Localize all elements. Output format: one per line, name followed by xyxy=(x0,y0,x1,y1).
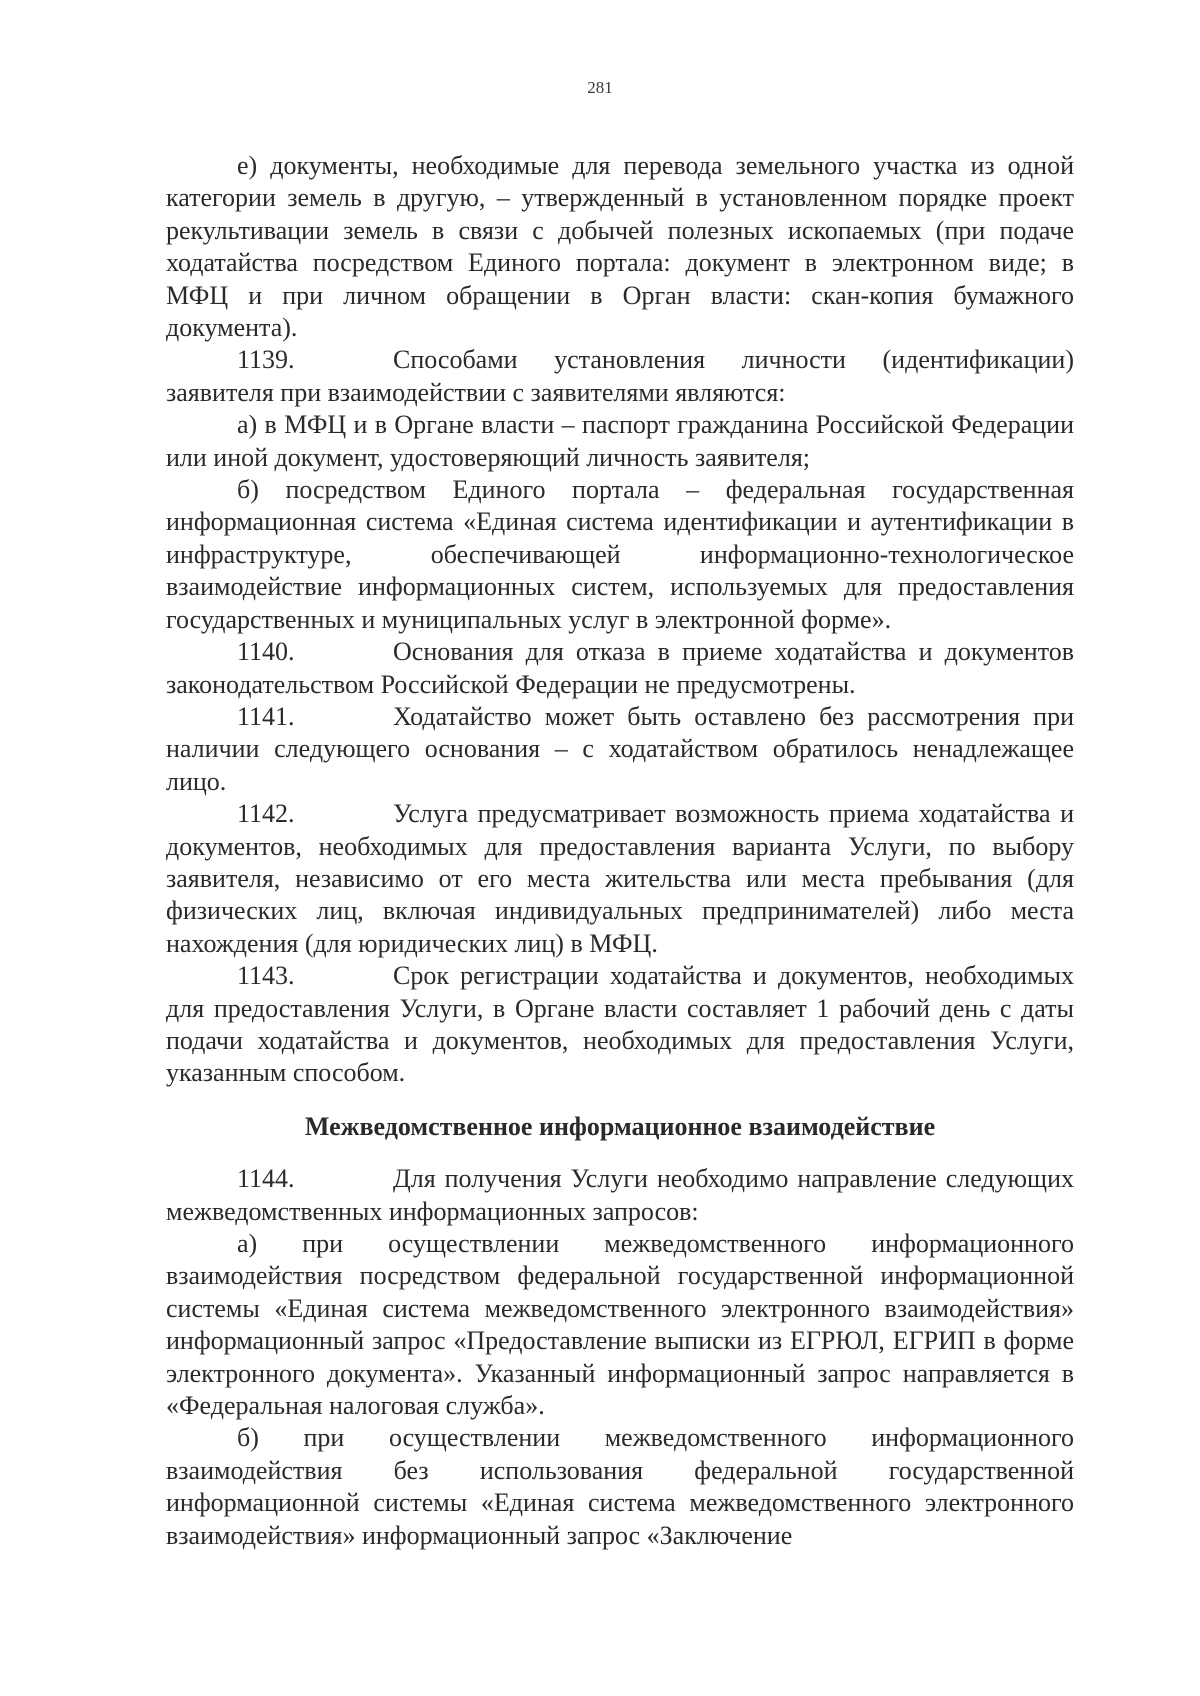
paragraph-1141 xyxy=(166,701,1074,798)
paragraph-text: Срок регистрации ходатайства и документов, необходимых для предоставления Услуги, в Органе власти составляет 1 рабочий день с даты подачи ходатайства и документов, необходимых для предоставления Услуги, указанным способом. xyxy=(166,961,1074,1088)
section-heading: Межведомственное информационное взаимодействие xyxy=(304,1111,936,1141)
paragraph-text: Услуга предусматривает возможность приема ходатайства и документов, необходимых для предоставления варианта Услуги, по выбору заявителя, независимо от его места жительства или места пребывания (для физических лиц, включая индивидуальных предпринимателей) либо места нахождения (для юридических лиц) в МФЦ. xyxy=(166,799,1074,958)
paragraph-text: Для получения Услуги необходимо направление следующих межведомственных информационных запросов: xyxy=(166,1164,1074,1226)
paragraph-number: 1139. xyxy=(237,345,295,375)
paragraph-b-portal xyxy=(166,474,1074,636)
paragraph-text: б) при осуществлении межведомственного информационного взаимодействия без использования федеральной государственной информационной системы «Единая система межведомственного электронного взаимодействия» информационный запрос «Заключение xyxy=(166,1423,1074,1550)
paragraph-a-mfc xyxy=(166,409,1074,474)
paragraph-number: 1143. xyxy=(237,961,295,991)
paragraph-1143 xyxy=(166,960,1074,1090)
paragraph-b-no-smev xyxy=(166,1422,1074,1552)
paragraph-1139 xyxy=(166,344,1074,409)
page-number: 281 xyxy=(587,78,613,97)
paragraph-text: а) при осуществлении межведомственного информационного взаимодействия посредством федеральной государственной информационной системы «Единая система межведомственного электронного взаимодействия» информационный запрос «Предоставление выписки из ЕГРЮЛ, ЕГРИП в форме электронного документа». Указанный информационный запрос направляется в «Федеральная налоговая служба». xyxy=(166,1229,1074,1421)
paragraph-text: Основания для отказа в приеме ходатайства и документов законодательством Российской Федерации не предусмотрены. xyxy=(166,637,1074,699)
paragraph-number: 1144. xyxy=(237,1164,295,1194)
paragraph-1144 xyxy=(166,1163,1074,1228)
paragraph-text: б) посредством Единого портала – федеральная государственная информационная система «Единая система идентификации и аутентификации в инфраструктуре, обеспечивающей информационно-технологическое взаимодействие информационных систем, используемых для предоставления государственных и муниципальных услуг в электронной форме». xyxy=(166,475,1074,634)
paragraph-text: Способами установления личности (идентификации) заявителя при взаимодействии с заявителями являются: xyxy=(166,345,1074,407)
paragraph-text: Ходатайство может быть оставлено без рассмотрения при наличии следующего основания – с ходатайством обратилось ненадлежащее лицо. xyxy=(166,701,1074,796)
paragraph-text: е) документы, необходимые для перевода земельного участка из одной категории земель в другую, – утвержденный в установленном порядке проект рекультивации земель в связи с добычей полезных ископаемых (при подаче ходатайства посредством Единого портала: документ в электронном виде; в МФЦ и при личном обращении в Орган власти: скан-копия бумажного документа). xyxy=(166,151,1074,343)
paragraph-e-documents xyxy=(166,150,1074,344)
paragraph-number: 1140. xyxy=(237,637,295,667)
paragraph-number: 1141. xyxy=(237,701,295,731)
document-body xyxy=(166,150,1074,1552)
paragraph-number: 1142. xyxy=(237,799,295,829)
paragraph-1140 xyxy=(166,636,1074,701)
paragraph-a-smev xyxy=(166,1228,1074,1422)
paragraph-text: а) в МФЦ и в Органе власти – паспорт гражданина Российской Федерации или иной документ, удостоверяющий личность заявителя; xyxy=(166,410,1074,472)
paragraph-1142 xyxy=(166,798,1074,960)
